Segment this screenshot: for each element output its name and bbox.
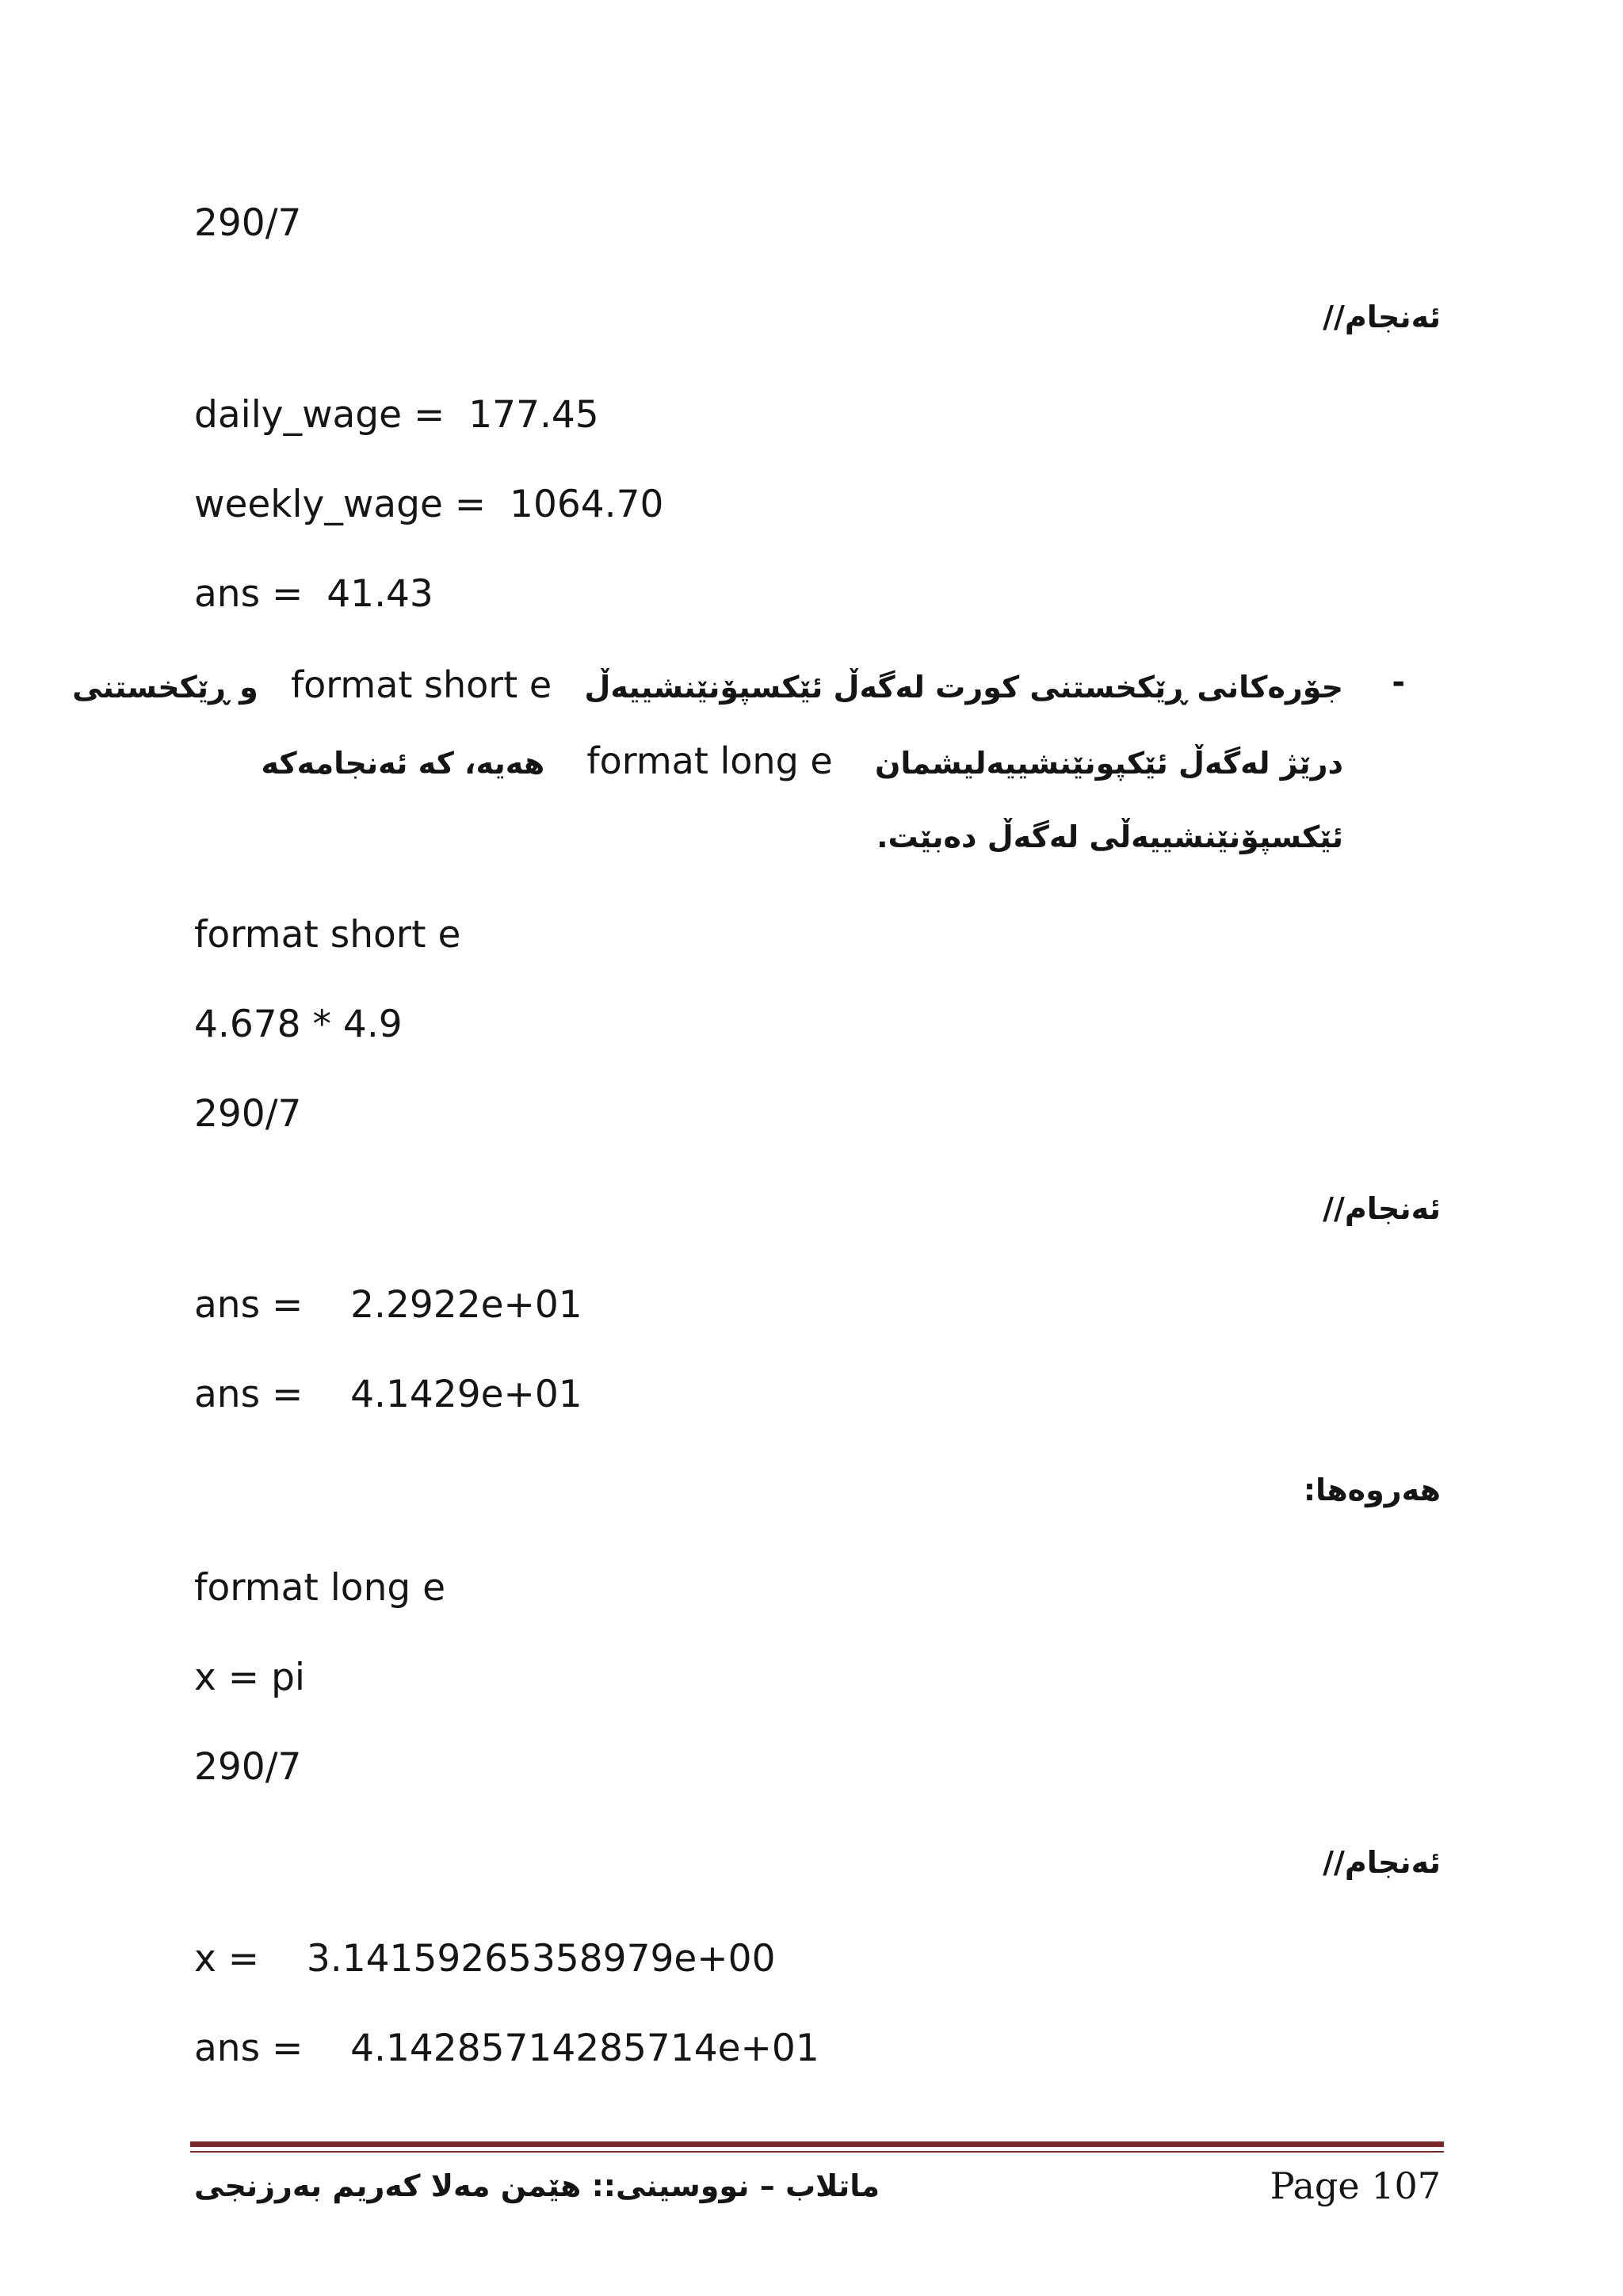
code-line: format short e — [194, 913, 461, 957]
paragraph-text: و ڕێکخستنی — [72, 670, 258, 705]
paragraph-line — [194, 723, 1343, 799]
output-line: ans = 4.1429e+01 — [194, 1373, 582, 1416]
footer-rule-thin — [190, 2151, 1444, 2153]
code-line: format long e — [194, 1566, 446, 1610]
paragraph-line: ئێکسپۆنێنشییەڵی لەگەڵ دەبێت. — [876, 819, 1343, 854]
code-line: 290/7 — [194, 1092, 302, 1136]
inline-code: format short e — [290, 663, 552, 706]
result-label: ئەنجام// — [1323, 300, 1441, 334]
result-label: ئەنجام// — [1323, 1191, 1441, 1226]
page-number: Page 107 — [1270, 2164, 1441, 2207]
code-line: 290/7 — [194, 1745, 302, 1789]
inline-code: format long e — [586, 739, 833, 782]
output-line: daily_wage = 177.45 — [194, 393, 599, 437]
output-line: ans = 2.2922e+01 — [194, 1283, 582, 1327]
also-label: هەروەها: — [1303, 1473, 1441, 1507]
explanation-paragraph — [72, 647, 1343, 875]
code-line: 290/7 — [194, 201, 302, 245]
output-line: ans = 41.43 — [194, 572, 433, 616]
paragraph-line — [72, 647, 1343, 723]
code-line: x = pi — [194, 1656, 305, 1699]
footer-rule — [190, 2141, 1444, 2147]
output-line: weekly_wage = 1064.70 — [194, 483, 664, 526]
result-label: ئەنجام// — [1323, 1845, 1441, 1880]
paragraph-text: جۆرەکانی ڕێکخستنی کورت لەگەڵ ئێکسپۆنێنشییەڵ — [584, 670, 1343, 705]
paragraph-text: هەیە، کە ئەنجامەکە — [261, 746, 545, 781]
code-line: 4.678 * 4.9 — [194, 1003, 403, 1046]
output-line: ans = 4.14285714285714e+01 — [194, 2027, 819, 2070]
footer-author: ماتلاب – نووسینی:: هێمن مەلا کەریم بەرزنجی — [194, 2168, 880, 2203]
output-line: x = 3.14159265358979e+00 — [194, 1937, 776, 1981]
paragraph-text: درێژ لەگەڵ ئێکپونێنشییەلیشمان — [874, 746, 1343, 781]
bullet-dash: - — [1392, 664, 1405, 701]
